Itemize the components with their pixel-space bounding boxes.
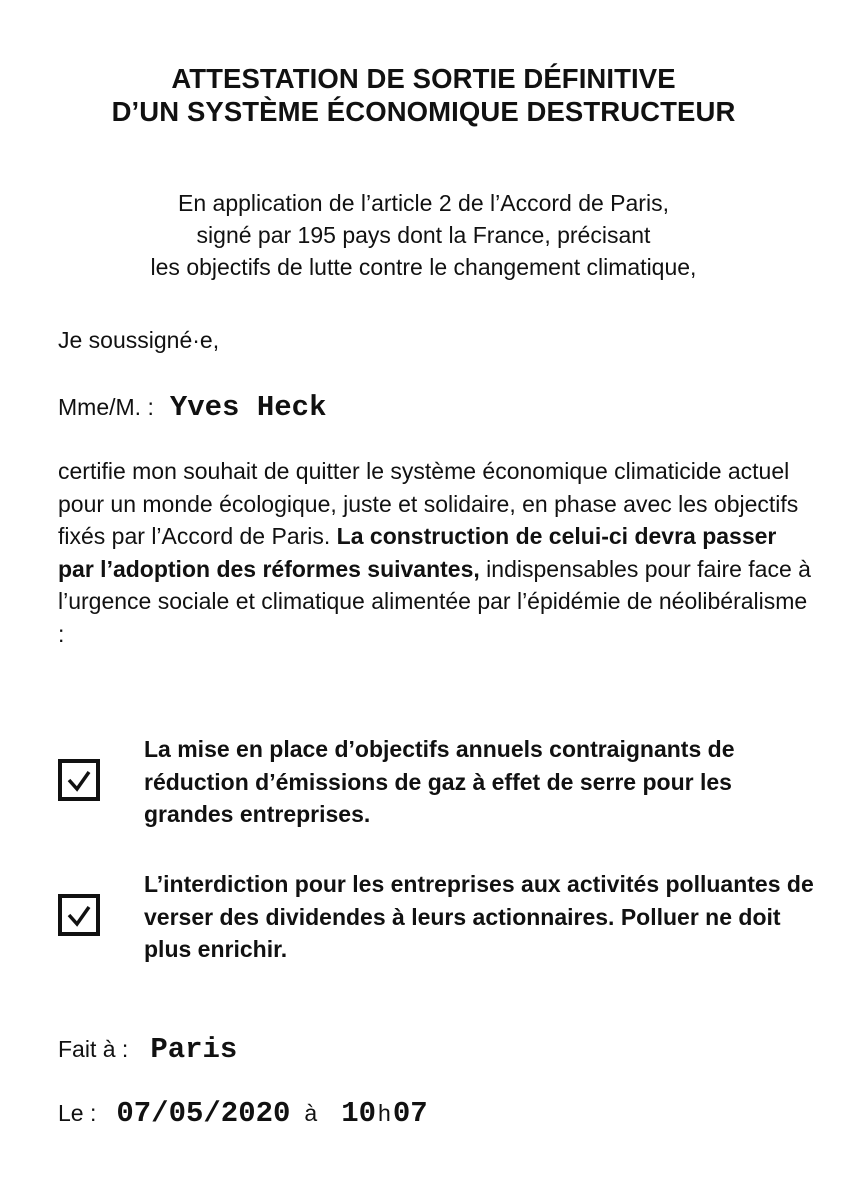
- checkmark-icon: [66, 903, 92, 929]
- place-label: Fait à :: [58, 1036, 129, 1062]
- title-line-1: ATTESTATION DE SORTIE DÉFINITIVE: [171, 63, 676, 94]
- reform-2-checkbox[interactable]: [58, 894, 100, 936]
- at-word: à: [304, 1100, 318, 1126]
- hour-separator: h: [378, 1100, 391, 1126]
- certification-paragraph: [58, 455, 818, 650]
- minute-field[interactable]: 07: [392, 1097, 428, 1130]
- place-row: [58, 1032, 237, 1067]
- intro-paragraph: [0, 187, 847, 283]
- name-label: Mme/M. :: [58, 394, 154, 420]
- date-field[interactable]: 07/05/2020: [116, 1097, 291, 1130]
- body-text-part-1: certifie mon souhait de quitter le système économique climaticide actuel pour un monde écologique, juste et solidaire, en phase avec les objectifs fixés par l’Accord de Paris.: [58, 458, 799, 549]
- place-field[interactable]: Paris: [150, 1033, 238, 1066]
- reform-1-checkbox[interactable]: [58, 759, 100, 801]
- title-line-2: D’UN SYSTÈME ÉCONOMIQUE DESTRUCTEUR: [111, 96, 736, 127]
- date-row: [58, 1096, 428, 1131]
- intro-line-2: signé par 195 pays dont la France, précisant: [196, 222, 651, 248]
- reform-1-text: La mise en place d’objectifs annuels contraignants de réduction d’émissions de gaz à effet de serre pour les grandes entreprises.: [144, 736, 735, 827]
- intro-line-3: les objectifs de lutte contre le changement climatique,: [150, 254, 697, 280]
- name-field[interactable]: Yves Heck: [169, 391, 327, 424]
- undersigned-text: Je soussigné·e,: [58, 327, 220, 353]
- checkmark-icon: [66, 768, 92, 794]
- reform-2-text: L’interdiction pour les entreprises aux activités polluantes de verser des dividendes à leurs actionnaires. Polluer ne doit plus enrichir.: [144, 871, 814, 962]
- date-label: Le :: [58, 1100, 97, 1126]
- hour-field[interactable]: 10: [341, 1097, 377, 1130]
- document-title: [0, 62, 847, 128]
- body-text-bold: La construction de celui-ci devra passer par l’adoption des réformes suivantes,: [58, 523, 777, 582]
- intro-line-1: En application de l’article 2 de l’Accord de Paris,: [178, 190, 669, 216]
- name-row: [58, 391, 326, 424]
- body-text-part-2: indispensables pour faire face à l’urgence sociale et climatique alimentée par l’épidémie de néolibéralisme :: [58, 555, 811, 647]
